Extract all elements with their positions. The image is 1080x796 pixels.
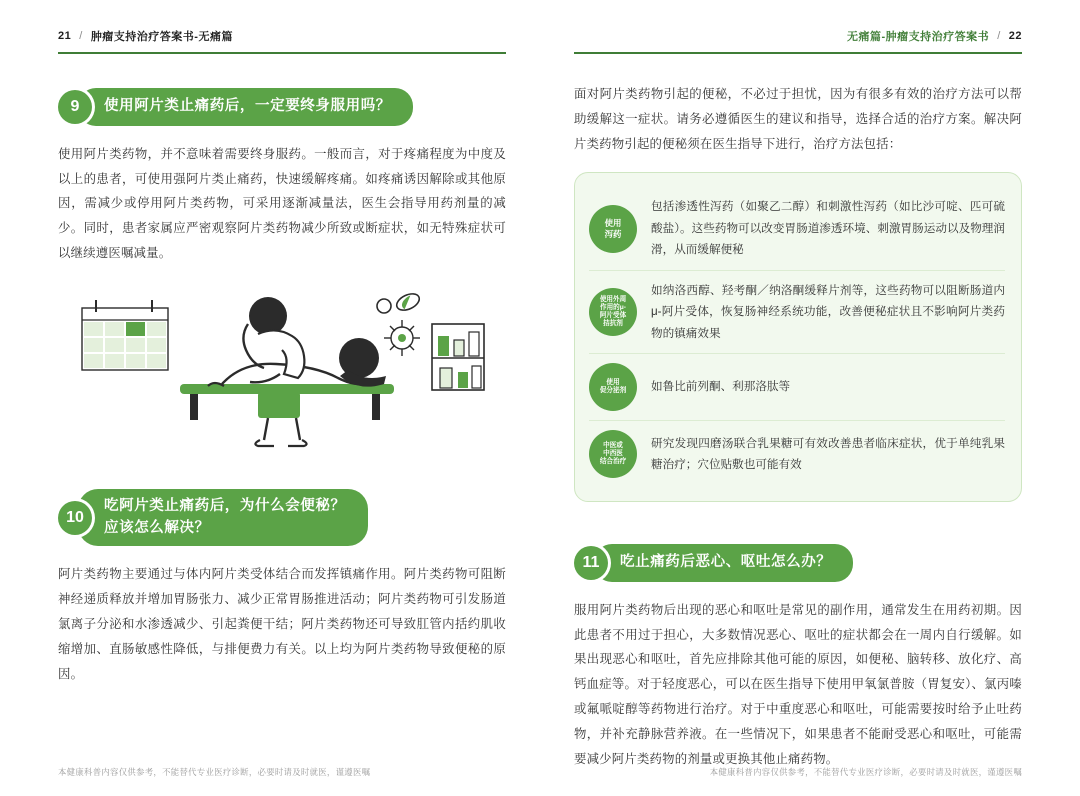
right-page-number: 22: [1008, 30, 1022, 42]
constipation-intro-paragraph: 面对阿片类药物引起的便秘，不必过于担忧，因为有很多有效的治疗方法可以帮助缓解这一症状。请务必遵循医生的建议和指导，选择合适的治疗方案。解决阿片类药物引起的便秘须在医生指导下进行，治疗方法包括：: [574, 87, 1022, 151]
treatment-badge-tcm: 中医或 中西医 结合治疗: [589, 430, 637, 478]
left-header-title: 肿瘤支持治疗答案书-无痛篇: [90, 31, 233, 43]
question-10-number: 10: [58, 501, 92, 535]
treatment-badge-laxatives: 使用 泻药: [589, 205, 637, 253]
question-10-title-line2: 应该怎么解决？: [104, 519, 210, 536]
treatment-row: [589, 187, 1005, 269]
question-10-heading: [58, 489, 506, 547]
question-9-answer: 使用阿片类药物，并不意味着需要终身服药。一般而言，对于疼痛程度为中度及以上的患者，可使用强阿片类止痛药，快速缓解疼痛。如疼痛诱因解除或其他原因，需减少或停用阿片类药物，可采用逐渐减量法，医生会指导用药剂量的减少。同时，患者家属应严密观察阿片类药物减少所致或断症状，如无特殊症状可以继续遵医嘱减量。: [58, 146, 506, 260]
question-9-number: 9: [58, 90, 92, 124]
question-11-title: 吃止痛药后恶心、呕吐怎么办？: [594, 544, 853, 582]
treatment-text: 包括渗透性泻药（如聚乙二醇）和刺激性泻药（如比沙可啶、匹可硫酸盐）。这些药物可以改变胃肠道渗透环境、刺激胃肠运动以及物理润滑，从而缓解便秘: [651, 200, 1005, 257]
question-10-answer: 阿片类药物主要通过与体内阿片类受体结合而发挥镇痛作用。阿片类药物可阻断神经递质释放并增加胃肠张力、减少正常胃肠推进活动；阿片类药物可引发肠道氯离子分泌和水渗透减少、引起粪便干结；阿片类药物还可导致肛管内括约肌收缩增加、直肠敏感性降低，与排便费力有关。以上均为阿片类药物导致便秘的原因。: [58, 567, 506, 681]
question-10-title-line1: 吃阿片类止痛药后，为什么会便秘？: [104, 497, 346, 514]
left-page-footer: 本健康科普内容仅供参考，不能替代专业医疗诊断，必要时请及时就医，谨遵医嘱: [58, 767, 371, 777]
question-9-title: 使用阿片类止痛药后，一定要终身服用吗？: [78, 88, 413, 126]
right-page: [540, 0, 1080, 796]
question-11-answer: 服用阿片类药物后出现的恶心和呕吐是常见的副作用，通常发生在用药初期。因此患者不用过于担心，大多数情况恶心、呕吐的症状都会在一周内自行缓解。如果出现恶心和呕吐，首先应排除其他可能的原因，如便秘、脑转移、放化疗、高钙血症等。对于轻度恶心，可以在医生指导下使用甲氧氯普胺（胃复安）、氯丙嗪或氟哌啶醇等药物进行治疗。对于中重度恶心和呕吐，可能需要按时给予止吐药物，并补充静脉营养液。在一些情况下，如果患者不能耐受恶心和呕吐，可能需要减少阿片类药物的剂量或更换其他止痛药物。: [574, 602, 1022, 766]
right-header-title: 无痛篇-肿瘤支持治疗答案书: [847, 31, 990, 43]
treatment-row: [589, 270, 1005, 353]
treatment-row: [589, 420, 1005, 487]
question-11-heading: [574, 544, 1022, 582]
treatment-methods-card: [574, 172, 1022, 502]
treatment-text: 如纳洛西醇、羟考酮／纳洛酮缓释片剂等，这些药物可以阻断肠道内μ-阿片受体，恢复肠神经系统功能，改善便秘症状且不影响阿片类药物的镇痛效果: [651, 283, 1005, 340]
treatment-badge-secretagogue: 使用 促分泌剂: [589, 363, 637, 411]
treatment-text: 如鲁比前列酮、利那洛肽等: [651, 380, 791, 394]
treatment-badge-mu-antagonist: 使用外周 作用的μ- 阿片受体 拮抗剂: [589, 288, 637, 336]
question-10-title: [78, 489, 368, 547]
right-header-separator: /: [997, 30, 1001, 42]
treatment-text: 研究发现四磨汤联合乳果糖可有效改善患者临床症状，优于单纯乳果糖治疗；穴位贴敷也可能有效: [651, 436, 1005, 472]
left-page-number: 21: [58, 30, 72, 42]
right-page-footer: 本健康科普内容仅供参考，不能替代专业医疗诊断，必要时请及时就医，谨遵医嘱: [709, 767, 1022, 777]
left-header-separator: /: [79, 30, 83, 42]
question-9-heading: [58, 88, 506, 126]
right-page-header: [574, 28, 1022, 54]
question-11-number: 11: [574, 546, 608, 580]
left-page-header: [58, 28, 506, 54]
treatment-row: [589, 353, 1005, 420]
illustration-massage-therapy: [58, 280, 506, 455]
